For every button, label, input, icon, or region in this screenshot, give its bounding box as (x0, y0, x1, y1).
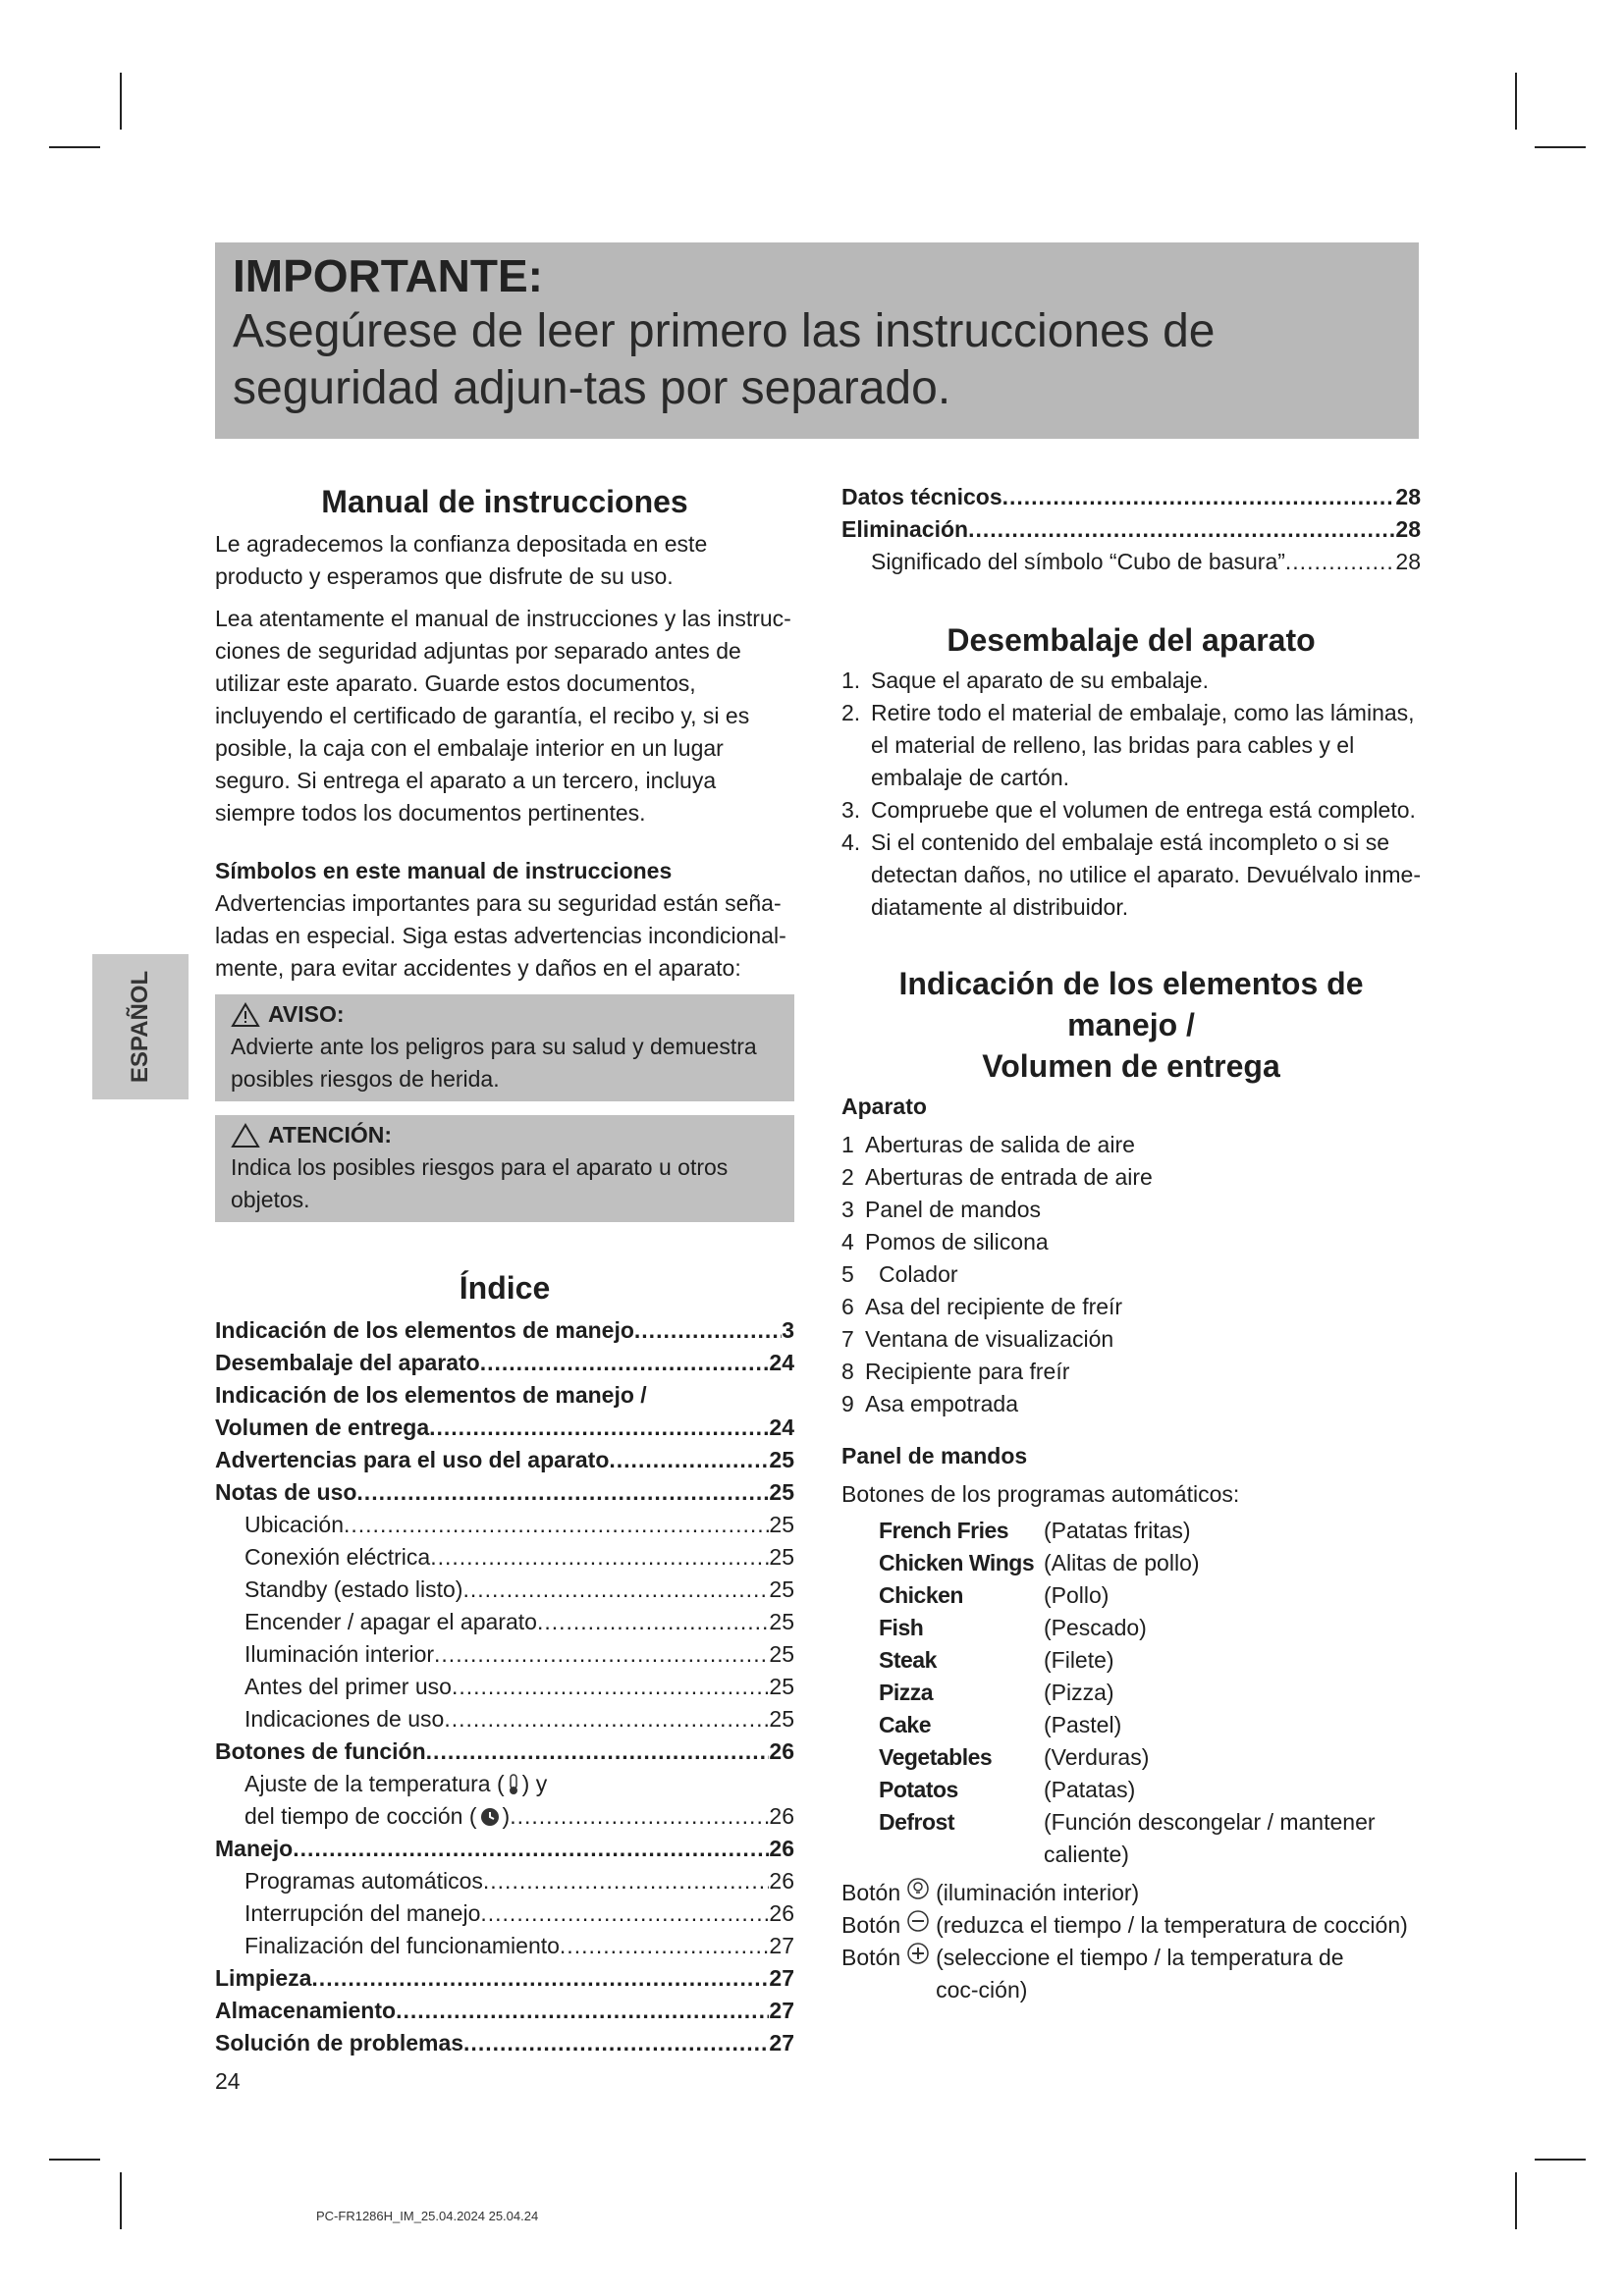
toc-entry[interactable]: Volumen de entrega ..... 24 (215, 1412, 794, 1444)
right-column (841, 481, 1421, 2006)
plus-icon (906, 1942, 930, 1965)
crop-mark (49, 2159, 100, 2161)
list-item: 2. Retire todo el material de embalaje, como las láminas, el material de relleno, las bridas para cables y el embalaje de cartón. (841, 700, 1415, 790)
toc-subentry[interactable]: Encender / apagar el aparato ..... 25 (215, 1606, 794, 1638)
toc-subentry[interactable]: Ajuste de la temperatura ( ) y (244, 1771, 548, 1796)
atencion-title: ATENCIÓN: (268, 1122, 393, 1148)
toc-subentry[interactable]: Antes del primer uso ..... 25 (215, 1671, 794, 1703)
crop-mark (1515, 73, 1517, 130)
toc-subentry[interactable]: Ubicación ..... 25 (215, 1509, 794, 1541)
intro-paragraph-2: Lea atentamente el manual de instrucciones y las instruc-ciones de seguridad adjuntas por separado antes de utilizar este aparato. Guarde estos documentos, incluyendo el certificado de garantía, el recibo y, si es posible, la caja con el embalaje interior en un lugar seguro. Si entrega el aparato a un tercero, incluya siempre todos los documentos pertinentes. (215, 606, 791, 826)
list-item: 1 Aberturas de salida de aire (841, 1132, 1135, 1157)
page-number: 24 (215, 2068, 241, 2094)
aparato-list (841, 1129, 1421, 1420)
left-column (215, 481, 794, 2098)
toc-continued (841, 481, 1421, 578)
toc-entry[interactable]: Advertencias para el uso del aparato ..... 25 (215, 1444, 794, 1476)
toc-entry[interactable]: Datos técnicos ..... 28 (841, 481, 1421, 513)
toc-entry[interactable]: Solución de problemas ..... 27 (215, 2027, 794, 2059)
toc-entry[interactable]: Eliminación ..... 28 (841, 513, 1421, 546)
toc-subentry[interactable]: Standby (estado listo) ..... 25 (215, 1574, 794, 1606)
program-row: Defrost (Función descongelar / mantener caliente) (879, 1809, 1376, 1867)
program-row: Potatos (Patatas) (879, 1777, 1136, 1802)
list-item: 9 Asa empotrada (841, 1391, 1018, 1416)
toc-subentry[interactable]: Finalización del funcionamiento ..... 27 (215, 1930, 794, 1962)
unpack-heading: Desembalaje del aparato (947, 622, 1316, 658)
caution-icon (231, 1123, 260, 1148)
program-row: Fish (Pescado) (879, 1615, 1147, 1640)
table-of-contents (215, 1314, 794, 2059)
crop-mark (120, 73, 122, 130)
toc-subentry[interactable]: Significado del símbolo “Cubo de basura” ..... 28 (841, 546, 1421, 578)
toc-subentry[interactable]: Iluminación interior ..... 25 (215, 1638, 794, 1671)
toc-entry[interactable]: Almacenamiento ..... 27 (215, 1995, 794, 2027)
toc-subentry[interactable]: Interrupción del manejo ..... 26 (215, 1897, 794, 1930)
aviso-title: AVISO: (268, 1001, 345, 1027)
button-description: Botón (iluminación interior) (841, 1877, 1421, 1909)
toc-entry[interactable]: Indicación de los elementos de manejo / (215, 1382, 647, 1408)
button-description: Botón (seleccione el tiempo / la temperatura de coc-ción) (841, 1942, 1421, 2006)
crop-mark (120, 2172, 122, 2229)
language-tab-label: ESPAÑOL (127, 970, 153, 1084)
program-row: French Fries (Patatas fritas) (879, 1518, 1191, 1543)
clock-icon (479, 1806, 501, 1828)
toc-subentry[interactable]: del tiempo de cocción ( ) ..... 26 (215, 1800, 794, 1833)
crop-mark (49, 146, 100, 148)
program-row: Pizza (Pizza) (879, 1680, 1114, 1705)
light-icon (906, 1877, 930, 1900)
toc-entry[interactable]: Notas de uso ..... 25 (215, 1476, 794, 1509)
toc-entry[interactable]: Limpieza ..... 27 (215, 1962, 794, 1995)
atencion-notice (215, 1115, 794, 1222)
buttons-list (841, 1877, 1421, 2006)
list-item: 4 Pomos de silicona (841, 1229, 1049, 1255)
toc-subentry[interactable]: Indicaciones de uso ..... 25 (215, 1703, 794, 1735)
list-item: 3 Panel de mandos (841, 1197, 1042, 1222)
list-item: 1. Saque el aparato de su embalaje. (841, 667, 1209, 693)
list-item: 5 Colador (841, 1261, 958, 1287)
minus-icon (906, 1909, 930, 1933)
program-row: Chicken (Pollo) (879, 1582, 1110, 1608)
programs-list (841, 1515, 1421, 1871)
atencion-text: Indica los posibles riesgos para el aparato u otros objetos. (231, 1154, 729, 1212)
toc-entry[interactable]: Botones de función ..... 26 (215, 1735, 794, 1768)
crop-mark (1515, 2172, 1517, 2229)
toc-subentry[interactable]: Programas automáticos ..... 26 (215, 1865, 794, 1897)
toc-entry[interactable]: Manejo ..... 26 (215, 1833, 794, 1865)
list-item: 2 Aberturas de entrada de aire (841, 1164, 1153, 1190)
banner-text: Asegúrese de leer primero las instrucciones de seguridad adjun-tas por separado. (233, 305, 1216, 414)
aviso-notice (215, 994, 794, 1101)
list-item: 8 Recipiente para freír (841, 1359, 1070, 1384)
list-item: 7 Ventana de visualización (841, 1326, 1114, 1352)
symbols-heading: Símbolos en este manual de instrucciones (215, 858, 673, 883)
toc-entry[interactable]: Indicación de los elementos de manejo ..... 3 (215, 1314, 794, 1347)
program-row: Cake (Pastel) (879, 1712, 1122, 1737)
footer-code: PC-FR1286H_IM_25.04.2024 25.04.24 (316, 2209, 539, 2223)
list-item: 3. Compruebe que el volumen de entrega está completo. (841, 797, 1416, 823)
toc-entry[interactable]: Desembalaje del aparato ..... 24 (215, 1347, 794, 1379)
banner-title: IMPORTANTE: (233, 250, 544, 301)
panel-heading: Panel de mandos (841, 1443, 1028, 1468)
unpack-steps (841, 665, 1421, 924)
button-description: Botón (reduzca el tiempo / la temperatura de cocción) (841, 1909, 1421, 1942)
index-heading: Índice (459, 1270, 551, 1306)
warning-icon (231, 1002, 260, 1028)
manual-heading: Manual de instrucciones (321, 484, 688, 519)
elements-heading-line1: Indicación de los elementos de manejo / (898, 966, 1364, 1042)
list-item: 6 Asa del recipiente de freír (841, 1294, 1123, 1319)
aparato-heading: Aparato (841, 1094, 927, 1119)
program-row: Chicken Wings (Alitas de pollo) (879, 1550, 1200, 1575)
toc-subentry[interactable]: Conexión eléctrica ..... 25 (215, 1541, 794, 1574)
aviso-text: Advierte ante los peligros para su salud y demuestra posibles riesgos de herida. (231, 1034, 757, 1092)
elements-heading-line2: Volumen de entrega (982, 1048, 1280, 1084)
thermometer-icon (507, 1774, 520, 1795)
language-tab (92, 954, 189, 1099)
crop-mark (1535, 146, 1586, 148)
list-item: 4. Si el contenido del embalaje está incompleto o si se detectan daños, no utilice el aparato. Devuélvalo inme-diatamente al distribuidor. (841, 829, 1422, 920)
symbols-text: Advertencias importantes para su seguridad están seña-ladas en especial. Siga estas advertencias incondicional-mente, para evitar accidentes y daños en el aparato: (215, 890, 786, 981)
intro-paragraph-1: Le agradecemos la confianza depositada en este producto y esperamos que disfrute de su uso. (215, 531, 708, 589)
program-row: Vegetables (Verduras) (879, 1744, 1150, 1770)
programs-intro: Botones de los programas automáticos: (841, 1481, 1240, 1507)
crop-mark (1535, 2159, 1586, 2161)
important-banner (215, 242, 1419, 439)
program-row: Steak (Filete) (879, 1647, 1114, 1673)
